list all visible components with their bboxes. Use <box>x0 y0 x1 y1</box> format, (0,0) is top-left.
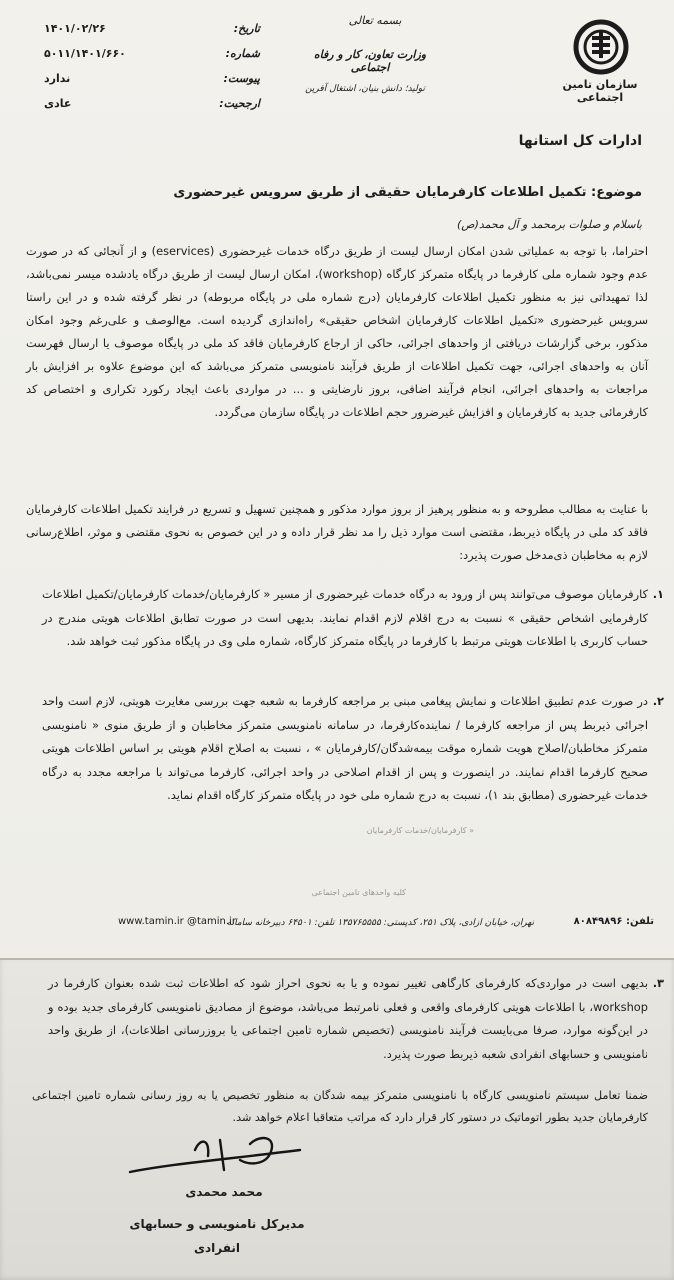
greeting: باسلام و صلوات برمحمد و آل محمد(ص) <box>457 218 642 231</box>
signatory-title-line: مدیرکل نامنویسی و حسابهای <box>129 1217 305 1231</box>
list-item-text: کارفرمایان موصوف می‌توانند پس از ورود به درگاه خدمات غیرحضوری از مسیر « کارفرمایان/خدمات کارفرمایان/تکمیل اطلاعات کارفرمایی اشخاص حقیقی » نسبت به درج اقلام لازم اقدام نمایند. بدیهی است در صورت تطابق اطلاعات هویتی مندرج در حساب کاربری با اطلاعات هویتی مرتبط با کارفرما در پایگاه متمرکز کارگاه، شماره ملی وی در پایگاه مذکور ثبت خواهد شد. <box>42 587 648 648</box>
closing-paragraph: ضمنا تعامل سیستم نامنویسی کارگاه با نامنویسی متمرکز بیمه شدگان به منظور تخصیص یا به روز رسانی شماره تامین اجتماعی کارفرمایان جدید بطور اتوماتیک در دستور کار قرار دارد که مراتب متعاقبا اعلام خواهد شد. <box>32 1089 648 1124</box>
basmala: بسمه تعالی <box>348 14 402 27</box>
list-item-number: ۲. <box>652 694 664 708</box>
signatory-title-line: انفرادی <box>194 1241 240 1255</box>
faint-stamp-text: کلیه واحدهای تامین اجتماعی <box>311 888 406 897</box>
year-slogan: تولید؛ دانش بنیان، اشتغال آفرین <box>305 84 425 94</box>
meta-attachment <box>40 66 260 91</box>
footer-web: www.tamin.ir @tamin.ir <box>118 916 236 927</box>
footer-address: تهران، خیابان آزادی، پلاک ۲۵۱، کدپستی: ۱۳۵۷۶۵۵۵۵ تلفن: ۶۴۵۰۱ دبیرخانه سامانه <box>226 918 534 928</box>
meta-label: شماره: <box>225 47 260 60</box>
footer-phone: تلفن: ۸۰۸۴۹۸۹۶ <box>573 916 654 927</box>
meta-date <box>40 16 260 41</box>
meta-priority <box>40 91 260 116</box>
signatory-title <box>112 1212 322 1260</box>
addressee: ادارات کل استانها <box>518 133 642 149</box>
handwritten-signature <box>100 1130 340 1180</box>
list-item-number: ۳. <box>652 976 664 990</box>
meta-value: ندارد <box>44 72 71 85</box>
letter-subject: موضوع: تکمیل اطلاعات کارفرمایان حقیقی از طریق سرویس غیرحضوری <box>173 185 642 200</box>
list-item-text: در صورت عدم تطبیق اطلاعات و نمایش پیغامی مبنی بر مراجعه کارفرما به شعبه جهت بررسی مغایرت هویتی، لازم است واحد اجرائی ذیربط پس از مراجعه کارفرما / نماینده‌کارفرما، در سامانه نامنویسی متمرکز مخاطبان و از طریق منوی « نامنویسی متمرکز مخاطبان/اصلاح هویت شماره موقت بیمه‌شدگان/کارفرمایان » ، نسبت به اصلاح اقلام هویتی بر اساس اطلاعات هویتی صحیح کارفرما اقدام نمایند. در اینصورت و پس از اقدام اصلاحی در واحد اجرائی، کارفرما می‌تواند با مراجعه مجدد به درگاه خدمات غیرحضوری (مطابق بند ۱)، نسبت به درج شماره ملی خود در پایگاه متمرکز کارگاه اقدام نماید. <box>42 694 648 802</box>
signatory-name: محمد محمدی <box>185 1185 263 1199</box>
letter-footer <box>0 910 674 940</box>
ministry-name: وزارت تعاون، کار و رفاه اجتماعی <box>313 48 427 74</box>
meta-label: پیوست: <box>223 72 260 85</box>
list-item <box>42 690 664 808</box>
letter-meta <box>40 16 260 116</box>
list-item <box>48 972 664 1066</box>
meta-number <box>40 41 260 66</box>
meta-value: ۵۰۱۱/۱۴۰۱/۶۶۰ <box>44 47 126 60</box>
list-item <box>42 583 664 654</box>
org-name: سازمان تامین اجتماعی <box>562 78 638 104</box>
intro-paragraph-2: با عنایت به مطالب مطروحه و به منظور پرهیز از بروز موارد مذکور و همچنین تسهیل و تسریع در فرایند تکمیل اطلاعات کارفرمایان فاقد کد ملی در پایگاه ذیربط، مقتضی است موارد ذیل را مد نظر قرار داده و در این خصوص به نحوی مقتضی و موثر، اطلاع‌رسانی لازم به مخاطبان ذی‌مدخل صورت پذیرد: <box>26 502 648 562</box>
meta-label: تاریخ: <box>233 22 260 35</box>
meta-value: عادی <box>44 97 72 110</box>
intro-paragraph: احتراما، با توجه به عملیاتی شدن امکان ارسال لیست از طریق درگاه خدمات غیرحضوری (eservices) و از آنجائی که در صورت عدم وجود شماره ملی کارفرما در پایگاه متمرکز کارگاه (workshop)، امکان ارسال لیست از طریق درگاه یادشده میسر نمی‌باشد، لذا تمهیداتی نیز به منظور تکمیل اطلاعات کارفرمایان (درج شماره ملی در پایگاه مربوطه) در نظر گرفته شده و در این راستا سرویس غیرحضوری «تکمیل اطلاعات کارفرمایان اشخاص حقیقی» راه‌اندازی گردیده است. مع‌الوصف و علی‌رغم وجود امکان مذکور، برخی گزارشات دریافتی از واحدهای اجرائی، حاکی از ارجاع کارفرمایان فاقد کد ملی در پایگاه موصوف یا ارسال فهرست آنان به واحدهای اجرائی، جهت تکمیل اطلاعات از طریق فرآیند نامنویسی متمرکز می‌باشد که این موضوع علاوه بر افزایش بار مراجعات به واحدهای اجرائی، انجام فرآیند اضافی، بروز نارضایتی و ... در مواردی باعث ایجاد رکورد تکراری و اختصاص کد کارفرمائی جدید به کارفرمایان و افزایش غیرضرور حجم اطلاعات در پایگاه سازمان می‌گردد. <box>26 244 648 419</box>
meta-value: ۱۴۰۱/۰۲/۲۶ <box>44 22 106 35</box>
list-item-text: بدیهی است در مواردی‌که کارفرمای کارگاهی تغییر نموده و یا به نحوی احراز شود که اطلاعات ثبت شده بعنوان کارفرما در workshop، با اطلاعات هویتی کارفرمای واقعی و فعلی نامرتبط می‌باشد، موضوع از مصادیق نامنویسی کارفرمای جدید بوده و در این‌گونه موارد، صرفا می‌بایست فرآیند نامنویسی (تخصیص شماره تامین اجتماعی یا بروزرسانی اطلاعات)، از طریق واحد نامنویسی و حسابهای انفرادی شعبه ذیربط صورت پذیرد. <box>48 976 648 1061</box>
list-item-number: ۱. <box>652 587 664 601</box>
meta-label: ارجحیت: <box>219 97 260 110</box>
faint-stamp-text: « کارفرمایان/خدمات کارفرمایان <box>366 826 474 835</box>
